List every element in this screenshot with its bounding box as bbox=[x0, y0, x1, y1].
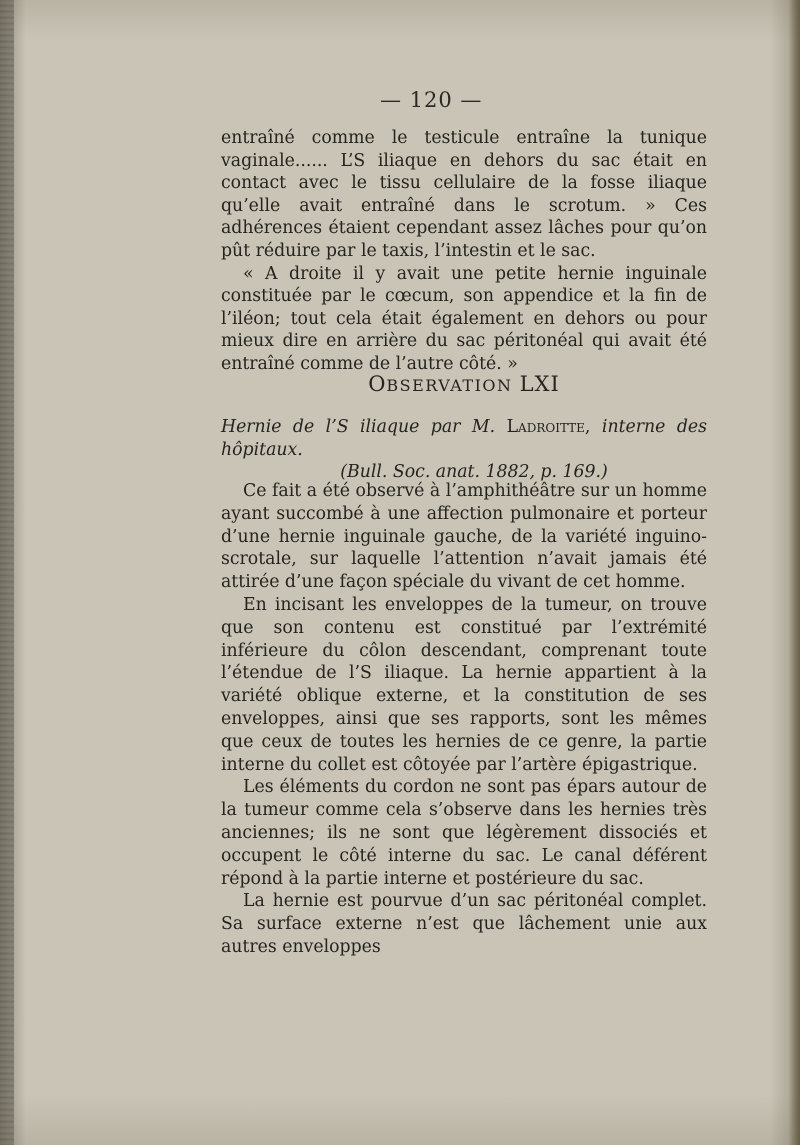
observation-heading-word: BSERVATION bbox=[386, 376, 513, 395]
source-citation: (Bull. Soc. anat. 1882, p. 169.) bbox=[340, 462, 608, 483]
page-edge-shadow bbox=[788, 0, 800, 1145]
paragraph-right-hernia: « A droite il y avait une petite hernie inguinale constituée par le cœcum, son appendice et la fin de l’iléon; tout cela était également en dehors ou pour mieux dire en arrière du sac péritonéal qui avait été entraîné comme de l’autre côté. » bbox=[221, 263, 707, 374]
observation-number: LXI bbox=[519, 372, 560, 396]
source-author: Ladroitte, bbox=[506, 417, 591, 437]
source-title-line bbox=[221, 416, 707, 461]
source-title-suffix: interne des hôpitaux. bbox=[221, 417, 707, 460]
observation-body bbox=[221, 480, 707, 959]
body-paragraph-3: Les éléments du cordon ne sont pas épars autour de la tumeur comme cela s’observe dans les hernies très anciennes; ils ne sont que légèrement dissociés et occupent le côté interne du sac. Le canal déférent répond à la partie interne et postérieure du sac. bbox=[221, 777, 707, 889]
book-spine-shadow bbox=[0, 0, 14, 1145]
body-paragraph-2: En incisant les enveloppes de la tumeur, on trouve que son contenu est constitué par l’extrémité inférieure du côlon descendant, comprenant toute l’étendue de l’S iliaque. La hernie appartient à la variété oblique externe, et la constitution de ses enveloppes, ainsi que ses rapports, sont les mêmes que ceux de toutes les hernies de ce genre, la partie interne du collet est côtoyée par l’artère épigastrique. bbox=[221, 594, 707, 775]
observation-heading-initial: O bbox=[368, 372, 387, 396]
source-title-prefix: Hernie de l’S iliaque par M. bbox=[221, 417, 496, 437]
observation-heading bbox=[221, 372, 707, 396]
observation-source bbox=[221, 416, 707, 484]
body-paragraph-1: Ce fait a été observé à l’amphithéâtre sur un homme ayant succombé à une affection pulmonaire et porteur d’une hernie inguinale gauche, de la variété inguino-scrotale, sur laquelle l’attention n’avait jamais été attirée d’une façon spéciale du vivant de cet homme. bbox=[221, 481, 707, 593]
body-paragraph-4: La hernie est pourvue d’un sac péritonéal complet. Sa surface externe n’est que lâchement unie aux autres enveloppes bbox=[221, 891, 707, 957]
page-number: — 120 — bbox=[380, 88, 483, 112]
top-text-block bbox=[221, 127, 707, 376]
paragraph-continuation: entraîné comme le testicule entraîne la tunique vaginale...... L’S iliaque en dehors du sac était en contact avec le tissu cellulaire de la fosse iliaque qu’elle avait entraîné dans le scrotum. » Ces adhérences étaient cependant assez lâches pour qu’on pût réduire par le taxis, l’intestin et le sac. bbox=[221, 128, 707, 261]
